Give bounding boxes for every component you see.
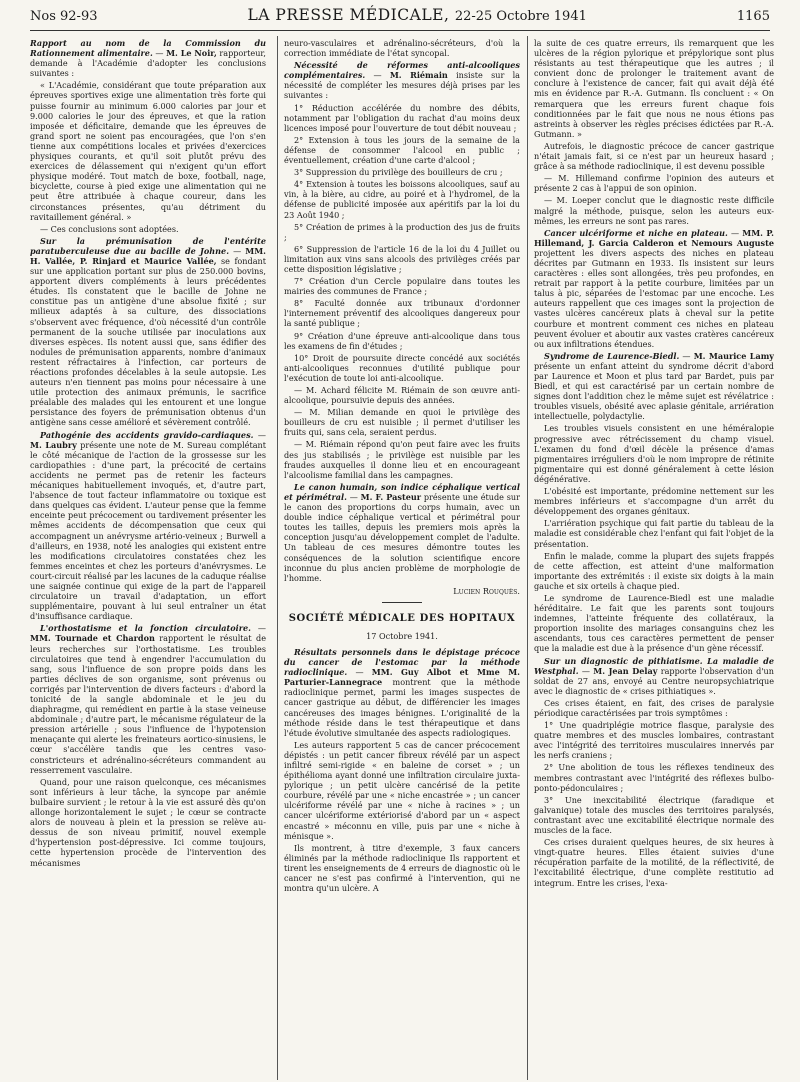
article-author: MM. Guy Albot et Mme M. Parturier-Lannegrace — [284, 667, 520, 688]
article-title: Sur la prémunisation de l'entérite paratuberculeuse due au bacille de Johne. — [30, 235, 266, 256]
article-text: Quand, pour une raison quelconque, ces mécanismes sont inférieurs à leur tâche, la syncope par anémie bulbaire survient ; le retour à la vie est assuré dès qu'on allonge horizontalement le sujet ; le cœur se contracte alors de nouveau à plein et la pression se relève au-dessus de son niveau primitif, nouvel exemple d'hypertension post-dépressive. Ici comme toujours, cette hypertension procède de l'intervention des mécanismes — [30, 776, 266, 868]
page-header — [30, 6, 770, 32]
issue-number: Nos 92-93 — [30, 9, 98, 24]
article-author: M. Riémain — [389, 70, 448, 81]
article-text: — M. Hillemand confirme l'opinion des auteurs et présente 2 cas à l'appui de son opinion. — [534, 173, 774, 194]
list-item: 4° Extension à toutes les boissons alcooliques, sauf au vin, à la bière, au cidre, au poiré et à l'hydromel, de la défense de publicité imposée aux apéritifs par la loi du 23 Août 1940 ; — [284, 179, 520, 220]
article-title: Pathogénie des accidents gravido-cardiaques. — [40, 429, 254, 440]
article-author: MM. P. Hillemand, J. Garcia Calderon et Nemours Auguste — [534, 227, 774, 248]
signature: Lucien Rouquès. — [453, 585, 520, 596]
article-text: — M. Loeper conclut que le diagnostic reste difficile malgré la méthode, puisque, selon les auteurs eux-mêmes, les erreurs ne sont pas rares. — [534, 195, 774, 226]
list-item: 5° Création de primes à la production des jus de fruits ; — [284, 221, 520, 242]
article-text: rapporte l'observation d'un soldat de 27 ans, envoyé au Centre neuropsychiatrique avec le diagnostic de « crises pithiatiques ». — [534, 665, 774, 696]
article-text: insiste sur la nécessité de compléter les mesures déjà prises par les suivantes : — [284, 70, 520, 101]
article-author: M. Le Noir, — [166, 48, 217, 59]
list-item: 6° Suppression de l'article 16 de la loi du 4 Juillet ou limitation aux vins sans alcools des privilèges créés par cette disposition législative ; — [284, 243, 520, 274]
article-paragraph: Sur la prémunisation de l'entérite paratuberculeuse due au bacille de Johne. — MM. H. Vallée, P. Rinjard et Maurice Vallée, se fondant sur une application portant sur plus de 250.000 bovins, apportent divers compléments à leurs précédentes études. Ils constatent que le bacille de Johne ne constitue pas un antigène d'une absolue fixité ; sur milieux adaptés à sa culture, des dissociations s'observent avec fréquence, d'où nécessité d'un contrôle permanent de la souche utilisée par inoculations aux diverses espèces. Ils notent aussi que, sans édifier des nodules de prémunisation apparents, nombre d'animaux restent réfractaires à l'infection, car porteurs de réactions profondes décelables à la seule autopsie. Les auteurs n'en tiennent pas moins pour nécessaire à une utile protection des animaux prémunis, le sacrifice préalable des malades qui les entourent et une longue persistance des foyers de prémunisation obtenus d'un antigène sans cesse amélioré et sévèrement contrôlé. — [30, 235, 266, 428]
article-paragraph: Pathogénie des accidents gravido-cardiaques. — M. Laubry présente une note de M. Sureau complétant le côté mécanique de l'action de la grossesse sur les cardiopathies : d'une part, la précocité de certains accidents ne permet pas de retenir les facteurs mécaniques habituellement invoqués, et, d'autre part, l'absence de tout facteur inflammatoire ou toxique est dans quelques cas évident. L'auteur pense que la femme enceinte peut précocement ou tardivement présenter les mêmes accidents de décompensation que ceux qui accompagnent un anévrysme artério-veineux ; Burwell a d'ailleurs, en 1938, noté les analogies qui existent entre les modifications circulatoires constatées chez les femmes enceintes et chez les porteurs d'anévrysmes. Le court-circuit réalisé par les lacunes de la caduque réalise une saignée continue qui exige de la part de l'appareil circulatoire un travail d'adaptation, un effort supplémentaire, pouvant à lui seul entraîner un état d'insuffisance cardiaque. — [30, 429, 266, 622]
article-text: Les auteurs rapportent 5 cas de cancer précocement dépistés : un petit cancer fibreux révélé par un aspect infiltré semi-rigide « en baleine de corset » ; un épithélioma ayant donné une infiltration circulaire juxta-pylorique ; un petit ulcère cancérisé de la petite courbure, révélé par une « niche encastrée » ; un cancer ulcériforme révélé par une « niche à racines » ; un cancer ulcériforme extériorisé d'abord par un « aspect encastré » méconnu en ville, puis par une « niche à ménisque ». — [284, 739, 520, 841]
article-title: Le canon humain, son indice céphalique vertical et périmétral. — [284, 481, 520, 502]
list-item: 10° Droit de poursuite directe concédé aux sociétés anti-alcooliques reconnues d'utilité publique pour l'exécution de toute loi anti-alcoolique. — [284, 352, 520, 383]
article-text: présente une étude sur le canon des proportions du corps humain, avec un double indice céphalique vertical et périmétral pour toutes les tailles, depuis les premiers mois après la conception jusqu'au développement complet de l'adulte. Un tableau de ces mesures démontre toutes les conséquences de la solution scientifique encore inconnue du plus ancien problème de morphologie de l'homme. — [284, 491, 520, 583]
list-item: 7° Création d'un Cercle populaire dans toutes les mairies des communes de France ; — [284, 276, 520, 297]
column-divider — [527, 36, 528, 1080]
column-right — [534, 38, 774, 1078]
page-number: 1165 — [736, 9, 770, 24]
article-text: — M. Riémain répond qu'on peut faire avec les fruits des jus stabilisés ; le privilège est nuisible par les fraudes auxquelles il donne lieu et en encourageant l'alcoolisme familial dans les campagnes. — [284, 439, 520, 480]
article-text: Les troubles visuels consistent en une héméralopie progressive avec rétrécissement du champ visuel. L'examen du fond d'œil décèle la présence d'amas pigmentaires irréguliers d'où le nom impropre de rétinite pigmentaire qui est donné généralement à cette lésion dégénérative. — [534, 423, 774, 484]
journal-name: LA PRESSE MÉDICALE, — [247, 6, 450, 24]
article-text: Ces crises duraient quelques heures, de six heures à vingt-quatre heures. Elles étaient suivies d'une récupération parfaite de la motilité, de la réflectivité, de l'excitabilité électrique, d'une complète restitutio ad integrum. Entre les crises, l'exa- — [534, 837, 774, 888]
list-item: 1° Réduction accélérée du nombre des débits, notamment par l'obligation du rachat d'au moins deux licences imposé pour l'ouverture de tout débit nouveau ; — [284, 102, 520, 133]
article-text: projettent les divers aspects des niches en plateau décrites par Gutmann en 1933. Ils insistent sur leurs caractères : elles sont allongées, très peu profondes, en retrait par rapport à la petite courbure, limitées par un talus à pic, séparées de l'estomac par une encoche. Les auteurs rappellent que ces images sont la projection de vastes ulcères cancéreux plats à cheval sur la petite courbure et montrent comment ces niches en plateau peuvent évoluer et aboutir aux vastes cratères cancéreux ou aux infiltrations étendues. — [534, 247, 774, 349]
list-item: 1° Une quadriplégie motrice flasque, paralysie des quatre membres et des muscles lombaires, contrastant avec l'intégrité des territoires musculaires innervés par les nerfs craniens ; — [534, 720, 774, 761]
list-item: 3° Une inexcitabilité électrique (faradique et galvanique) totale des muscles des territoires paralysés, contrastant avec une excitabilité électrique normale des muscles de la face. — [534, 794, 774, 836]
list-item: 2° Une abolition de tous les réflexes tendineux des membres contrastant avec l'intégrité des réflexes bulbo-ponto-pédonculaires ; — [534, 762, 774, 793]
article-paragraph: Cancer ulcériforme et niche en plateau. — MM. P. Hillemand, J. Garcia Calderon et Nemours Auguste projettent les divers aspects des niches en plateau décrites par Gutmann en 1933. Ils insistent sur leurs caractères : elles sont allongées, très peu profondes, en retrait par rapport à la petite courbure, limitées par un talus à pic, séparées de l'estomac par une encoche. Les auteurs rappellent que ces images sont la projection de vastes ulcères cancéreux plats à cheval sur la petite courbure et montrent comment ces niches en plateau peuvent évoluer et aboutir aux vastes cratères cancéreux ou aux infiltrations étendues. — [534, 227, 774, 349]
article-text: montrent que la méthode radioclinique permet, parmi les images suspectes de cancer gastrique au début, de différencier les images cancéreuses des images bénignes. L'originalité de la méthode réside dans le test thérapeutique et dans l'étude évolutive simultanée des aspects radiologiques. — [284, 677, 520, 738]
article-author: M. Laubry — [30, 439, 77, 450]
article-title: Sur un diagnostic de pithiatisme. La maladie de Westphal. — [534, 655, 774, 676]
article-text: — M. Achard félicite M. Riémain de son œuvre anti-alcoolique, poursuivie depuis des années. — [284, 385, 520, 406]
article-text: Le syndrome de Laurence-Biedl est une maladie héréditaire. Le fait que les parents sont toujours indemnes, l'atteinte fréquente des collatéraux, la proportion insolite des mariages consanguins chez les ascendants, tous ces caractères permettent de penser que la maladie est due à la présence d'un gène récessif. — [534, 592, 774, 654]
article-text: Enfin le malade, comme la plupart des sujets frappés de cette affection, est atteint d'une malformation importante des extrémités : il existe six doigts à la main gauche et six orteils à chaque pied. — [534, 550, 774, 591]
article-text: rapporteur, demande à l'Académie d'adopter les conclusions suivantes : — [30, 48, 266, 79]
article-text: présente un enfant atteint du syndrome décrit d'abord par Laurence et Moon et plus tard par Bardet, puis par Biedl, et qui est caractérisé par un certain nombre de signes dont l'addition chez le même sujet est révélatrice : troubles visuels, obésité avec aplasie génitale, arriération intellectuelle, polydactylie. — [534, 360, 774, 422]
article-paragraph: Sur un diagnostic de pithiatisme. La maladie de Westphal. — M. Jean Delay rapporte l'observation d'un soldat de 27 ans, envoyé au Centre neuropsychiatrique avec le diagnostic de « crises pithiatiques ». — [534, 655, 774, 696]
article-text: se fondant sur une application portant sur plus de 250.000 bovins, apportent divers compléments à leurs précédentes études. Ils constatent que le bacille de Johne ne constitue pas un antigène d'une absolue fixité ; sur milieux adaptés à sa culture, des dissociations s'observent avec fréquence, d'où nécessité d'un contrôle permanent de la souche utilisée par inoculations aux diverses espèces. Ils notent aussi que, sans édifier des nodules de prémunisation apparents, nombre d'animaux restent réfractaires à l'infection, car porteurs de réactions profondes décelables à la seule autopsie. Les auteurs n'en tiennent pas moins pour nécessaire à une utile protection des animaux prémunis, le sacrifice préalable des malades qui les entourent et une longue persistance des foyers de prémunisation obtenus d'un antigène sans cesse amélioré et sévèrement contrôlé. — [30, 255, 266, 428]
list-item: 9° Création d'une épreuve anti-alcoolique dans tous les examens de fin d'études ; — [284, 330, 520, 351]
list-item: 8° Faculté donnée aux tribunaux d'ordonner l'internement préventif des alcooliques dangereux pour la santé publique ; — [284, 298, 520, 329]
list-item: 3° Suppression du privilège des bouilleurs de cru ; — [294, 167, 503, 178]
article-paragraph: Rapport au nom de la Commission du Rationnement alimentaire. — M. Le Noir, rapporteur, demande à l'Académie d'adopter les conclusions suivantes : — [30, 38, 266, 79]
article-title: Nécessité de réformes anti-alcooliques complémentaires. — [284, 60, 520, 81]
article-text: rapportent le résultat de leurs recherches sur l'orthostatisme. Les troubles circulatoires que tend à engendrer l'accumulation du sang, sous l'influence de son propre poids dans les parties déclives de son organisme, sont prévenus ou corrigés par l'intervention de divers facteurs : d'abord la tonicité de la sangle abdominale et le jeu du diaphragme, qui remédient en partie à la stase veineuse abdominale ; d'autre part, le mécanisme régulateur de la pression artérielle ; sous l'influence de l'hypotension menaçante qui alerte les freinateurs aortico-sinusiens, le cœur s'accélère tandis que les centres vaso-constricteurs et adrénalino-sécréteurs commandent au resserrement vasculaire. — [30, 633, 266, 775]
article-text: L'obésité est importante, prédomine nettement sur les membres inférieurs et s'accompagne d'un arrêt du développement des organes génitaux. — [534, 486, 774, 517]
article-paragraph: Nécessité de réformes anti-alcooliques complémentaires. — M. Riémain insiste sur la nécessité de compléter les mesures déjà prises par les suivantes : — [284, 60, 520, 101]
article-text: Ces crises étaient, en fait, des crises de paralysie périodique caractérisées par trois symptômes : — [534, 697, 774, 718]
list-item: 2° Extension à tous les jours de la semaine de la défense de consommer l'alcool en public ; éventuellement, création d'une carte d'alcool ; — [284, 134, 520, 166]
column-divider — [277, 36, 278, 1080]
article-title: L'orthostatisme et la fonction circulatoire. — [40, 623, 251, 634]
section-heading: SOCIÉTÉ MÉDICALE DES HOPITAUX — [288, 612, 516, 624]
article-quote: « L'Académie, considérant que toute préparation aux épreuves sportives exige une alimentation très forte qui puisse fournir au minimum 6.000 calories par jour et 9.000 calories le jour des épreuves, et que la ration imposée et déficitaire, demande que les épreuves de grand sport ne soient pas encouragées, que l'on s'en tienne aux compétitions locales et privées d'exercices physiques courants, et qu'il soit plutôt prévu des exercices de délassement qui n'exigent qu'un effort physique modéré. Tout match de boxe, football, nage, bicyclette, course à pied exige une alimentation qui ne peut être attribuée à chaque coureur, dans les circonstances présentes, qu'au détriment du ravitaillement général. » — [30, 80, 266, 222]
article-text: neuro-vasculaires et adrénalino-sécréteurs, d'où la correction immédiate de l'état syncopal. — [284, 38, 520, 59]
separator-rule — [382, 602, 422, 603]
article-text: L'arriération psychique qui fait partie du tableau de la maladie est considérable chez l'enfant qui fait l'objet de la présentation. — [534, 518, 774, 549]
article-text: la suite de ces quatre erreurs, ils remarquent que les ulcères de la région pylorique et prépylorique sont plus résistants au test thérapeutique que les autres ; il convient donc de prolonger le traitement avant de conclure à l'existence de cancer, fait qui avait déjà été mis en évidence par R.-A. Gutmann. Ils concluent : « On remarquera que les erreurs furent chaque fois conditionnées par le fait que nous ne nous étions pas astreints à observer les règles précises édictées par R.-A. Gutmann. » — [534, 38, 774, 139]
article-author: M. Jean Delay — [593, 665, 658, 676]
article-title: Cancer ulcériforme et niche en plateau. — [544, 227, 728, 238]
column-left — [30, 38, 266, 1078]
issue-date: 22-25 Octobre 1941 — [454, 9, 587, 24]
article-paragraph: Syndrome de Laurence-Biedl. — M. Maurice Lamy présente un enfant atteint du syndrome décrit d'abord par Laurence et Moon et plus tard par Bardet, puis par Biedl, et qui est caractérisé par un certain nombre de signes dont l'addition chez le même sujet est révélatrice : troubles visuels, obésité avec aplasie génitale, arriération intellectuelle, polydactylie. — [534, 350, 774, 422]
article-author: M. F. Pasteur — [360, 491, 422, 502]
column-middle — [284, 38, 520, 1078]
article-title: Résultats personnels dans le dépistage précoce du cancer de l'estomac par la méthode radioclinique. — [284, 646, 520, 678]
article-paragraph: Le canon humain, son indice céphalique vertical et périmétral. — M. F. Pasteur présente une étude sur le canon des proportions du corps humain, avec un double indice céphalique vertical et périmétral pour toutes les tailles, depuis les premiers mois après la conception jusqu'au développement complet de l'adulte. Un tableau de ces mesures démontre toutes les conséquences de la solution scientifique encore inconnue du plus ancien problème de morphologie de l'homme. — [284, 481, 520, 583]
article-text: — M. Milian demande en quoi le privilège des bouilleurs de cru est nuisible ; il permet d'utiliser les fruits qui, sans cela, seraient perdus. — [284, 407, 520, 438]
article-text: présente une note de M. Sureau complétant le côté mécanique de l'action de la grossesse sur les cardiopathies : d'une part, la précocité de certains accidents ne permet pas de retenir les facteurs mécaniques habituellement invoqués, et, d'autre part, l'absence de tout facteur inflammatoire ou toxique est dans quelques cas évident. L'auteur pense que la femme enceinte peut précocement ou tardivement présenter les mêmes accidents de décompensation que ceux qui accompagnent un anévrysme artério-veineux ; Burwell a d'ailleurs, en 1938, noté les analogies qui existent entre les modifications circulatoires constatées chez les femmes enceintes et chez les porteurs d'anévrysmes. Le court-circuit réalisé par les lacunes de la caduque réalise une saignée continue qui exige de la part de l'appareil circulatoire un travail d'adaptation, un effort supplémentaire, pouvant à lui seul entraîner un état d'insuffisance cardiaque. — [30, 439, 266, 622]
article-title: Syndrome de Laurence-Biedl. — [544, 350, 680, 361]
article-author: MM. H. Vallée, P. Rinjard et Maurice Vallée, — [30, 245, 266, 266]
article-author: MM. Tournade et Chardon — [30, 633, 155, 644]
article-text: — Ces conclusions sont adoptées. — [40, 223, 179, 234]
section-date: 17 Octobre 1941. — [366, 630, 438, 641]
article-paragraph: L'orthostatisme et la fonction circulatoire. — MM. Tournade et Chardon rapportent le résultat de leurs recherches sur l'orthostatisme. Les troubles circulatoires que tend à engendrer l'accumulation du sang, sous l'influence de son propre poids dans les parties déclives de son organisme, sont prévenus ou corrigés par l'intervention de divers facteurs : d'abord la tonicité de la sangle abdominale et le jeu du diaphragme, qui remédient en partie à la stase veineuse abdominale ; d'autre part, le mécanisme régulateur de la pression artérielle ; sous l'influence de l'hypotension menaçante qui alerte les freinateurs aortico-sinusiens, le cœur s'accélère tandis que les centres vaso-constricteurs et adrénalino-sécréteurs commandent au resserrement vasculaire. — [30, 623, 266, 775]
article-author: M. Maurice Lamy — [693, 350, 774, 361]
article-text: Ils montrent, à titre d'exemple, 3 faux cancers éliminés par la méthode radioclinique Ils rapportent et tirent les enseignements de 4 erreurs de diagnostic où le cancer ne s'est pas confirmé à l'intervention, qui ne montra qu'un ulcère. A — [284, 842, 520, 894]
article-text: Autrefois, le diagnostic précoce de cancer gastrique n'était jamais fait, si ce n'est par un heureux hasard ; grâce à sa méthode radioclinique, il est devenu possible — [534, 140, 774, 172]
header-rule — [30, 30, 770, 31]
article-title: Rapport au nom de la Commission du Rationnement alimentaire. — [30, 38, 266, 59]
journal-title — [248, 6, 587, 24]
article-paragraph: Résultats personnels dans le dépistage précoce du cancer de l'estomac par la méthode radioclinique. — MM. Guy Albot et Mme M. Parturier-Lannegrace montrent que la méthode radioclinique permet, parmi les images suspectes de cancer gastrique au début, de différencier les images cancéreuses des images bénignes. L'originalité de la méthode réside dans le test thérapeutique et dans l'étude évolutive simultanée des aspects radiologiques. — [284, 646, 520, 738]
